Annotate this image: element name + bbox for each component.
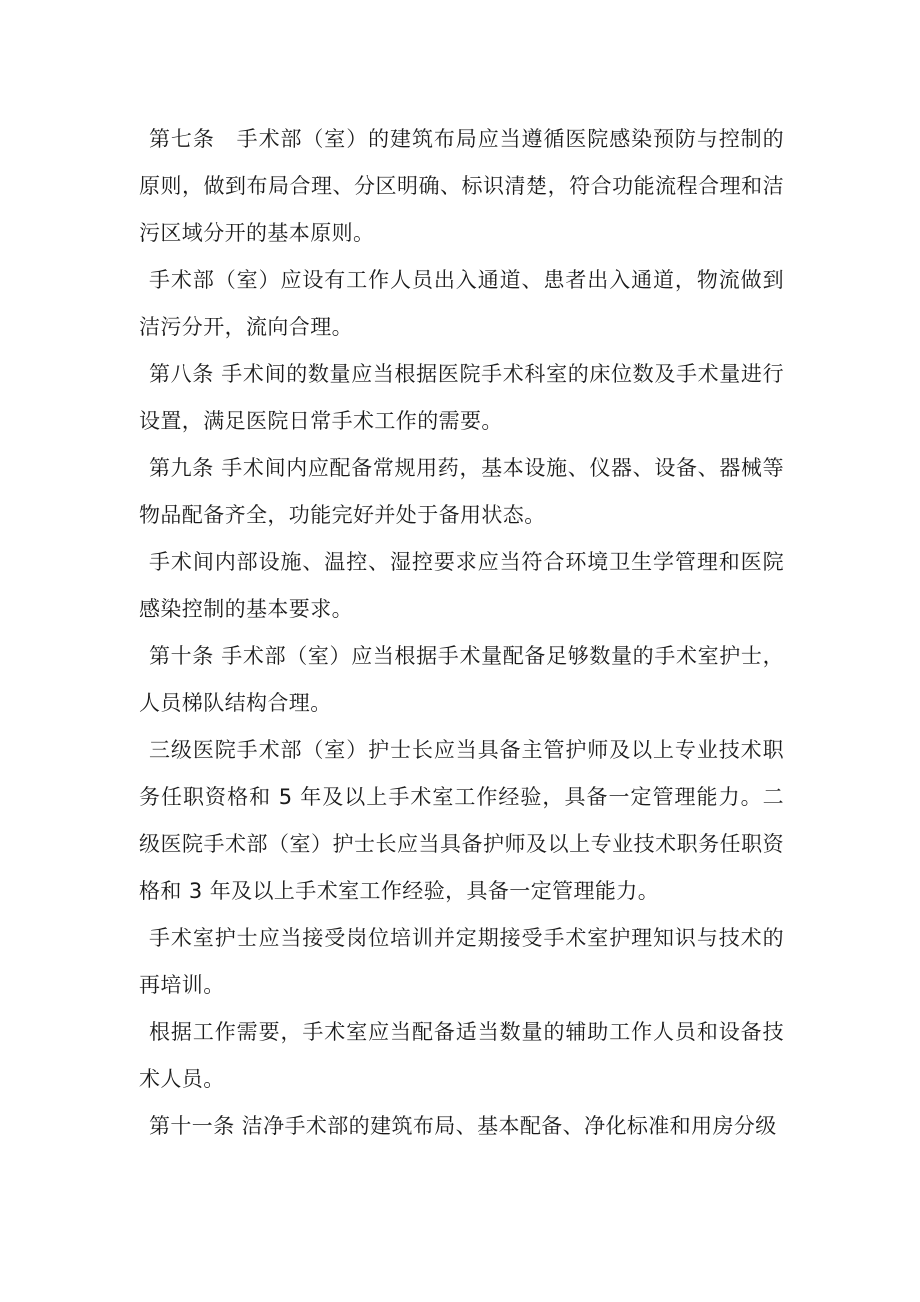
paragraph-article-10: 第十条 手术部（室）应当根据手术量配备足够数量的手术室护士，人员梯队结构合理。 bbox=[139, 644, 784, 715]
paragraph-passages: 手术部（室）应设有工作人员出入通道、患者出入通道，物流做到洁污分开，流向合理。 bbox=[139, 268, 784, 339]
paragraph-head-nurse: 三级医院手术部（室）护士长应当具备主管护师及以上专业技术职务任职资格和 5 年及以上手术室工作经验，具备一定管理能力。二级医院手术部（室）护士长应当具备护师及以上专业技术职务任职资格和 3 年及以上手术室工作经验，具备一定管理能力。 bbox=[139, 738, 784, 903]
paragraph-staffing: 根据工作需要，手术室应当配备适当数量的辅助工作人员和设备技术人员。 bbox=[139, 1020, 784, 1091]
paragraph-article-7: 第七条 手术部（室）的建筑布局应当遵循医院感染预防与控制的原则，做到布局合理、分区明确、标识清楚，符合功能流程合理和洁污区域分开的基本原则。 bbox=[139, 127, 784, 245]
paragraph-article-11: 第十一条 洁净手术部的建筑布局、基本配备、净化标准和用房分级 bbox=[149, 1114, 777, 1138]
paragraph-article-8: 第八条 手术间的数量应当根据医院手术科室的床位数及手术量进行设置，满足医院日常手术工作的需要。 bbox=[139, 362, 784, 433]
document-body bbox=[139, 116, 784, 1150]
paragraph-facilities: 手术间内部设施、温控、湿控要求应当符合环境卫生学管理和医院感染控制的基本要求。 bbox=[139, 550, 784, 621]
paragraph-training: 手术室护士应当接受岗位培训并定期接受手术室护理知识与技术的再培训。 bbox=[139, 926, 784, 997]
paragraph-article-9: 第九条 手术间内应配备常规用药，基本设施、仪器、设备、器械等物品配备齐全，功能完好并处于备用状态。 bbox=[139, 456, 784, 527]
